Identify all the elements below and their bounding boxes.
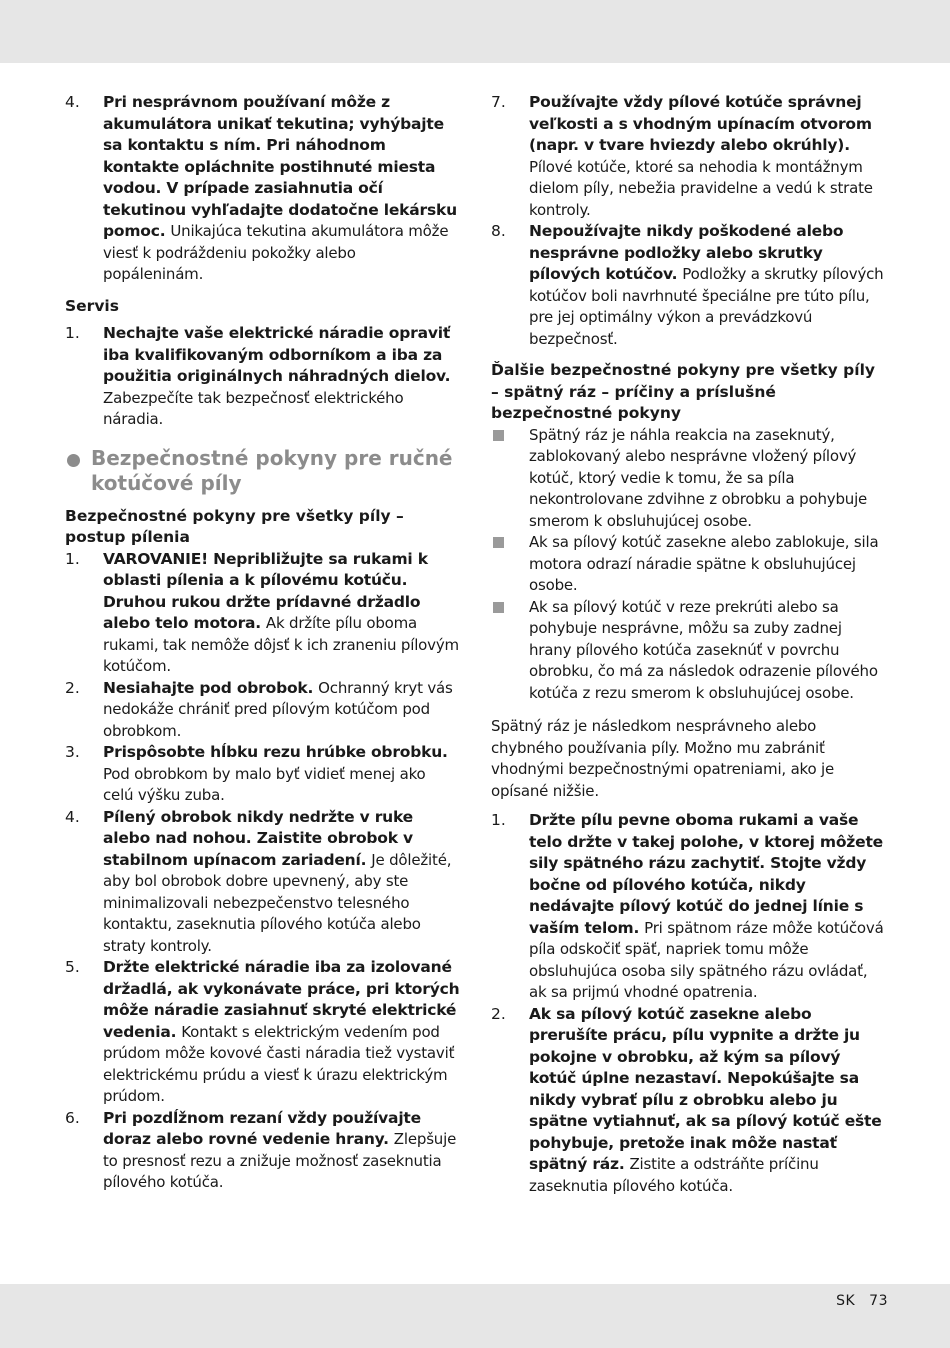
square-bullet-icon [493, 537, 504, 548]
item-number: 1. [491, 811, 506, 829]
header-band [0, 0, 950, 63]
section-title-text: Bezpečnostné pokyny pre ručné kotúčové píly [91, 445, 453, 495]
item-bold-text: Prispôsobte hĺbku rezu hrúbke obrobku. [103, 743, 448, 761]
page-number: 73 [869, 1293, 888, 1309]
item-text: Zistite a odstráňte príčinu zaseknutia pílového kotúča. [529, 1155, 819, 1195]
item-number: 8. [491, 222, 506, 240]
item-text: Je dôležité, aby bol obrobok dobre upevnený, aby ste minimalizovali nebezpečenstvo telesného kontaktu, zaseknutia pílového kotúča alebo straty kontroly. [103, 850, 452, 955]
bullet-item [491, 532, 886, 597]
item-bold-text: Nepoužívajte nikdy poškodené alebo nesprávne podložky alebo skrutky pílových kotúčov. [529, 222, 844, 283]
item-number: 3. [65, 743, 80, 761]
bullet-dot-icon [67, 454, 80, 467]
right-column [491, 92, 886, 1197]
item-text: Pod obrobkom by malo byť vidieť menej ako celú výšku zuba. [103, 764, 426, 804]
footer-band [0, 1284, 950, 1348]
subheading: Bezpečnostné pokyny pre všetky píly – postup pílenia [65, 506, 404, 546]
list-item [65, 742, 460, 807]
bullet-item [491, 597, 886, 705]
list-item [491, 221, 886, 350]
bullet-text: Ak sa pílový kotúč zasekne alebo zablokuje, sila motora odrazí náradie spätne k obsluhujúcej osobe. [529, 533, 879, 594]
item-bold-text: Držte elektrické náradie iba za izolované držadlá, ak vykonávate práce, pri ktorých môže náradie zasiahnuť skryté elektrické vedenia. [103, 958, 460, 1041]
item-number: 5. [65, 958, 80, 976]
list-item [491, 810, 886, 1004]
item-text: Ochranný kryt vás nedokáže chrániť pred pílovým kotúčom pod obrobkom. [103, 678, 453, 740]
item-text: Zlepšuje to presnosť rezu a znižuje možnosť zaseknutia pílového kotúča. [103, 1130, 457, 1191]
square-bullet-icon [493, 430, 504, 441]
item-number: 2. [491, 1004, 506, 1023]
bullet-text: Spätný ráz je náhla reakcia na zaseknutý, zablokovaný alebo nesprávne vložený pílový kotúč, ktorý vedie k tomu, že sa píla nekontrolovane zdvihne z obrobku a pohybuje smerom k obsluhujúcej osobe. [529, 425, 868, 530]
list-item [65, 323, 460, 431]
item-text: Ak držíte pílu oboma rukami, tak nemôže dôjsť k ich zraneniu pílovým kotúčom. [103, 614, 459, 675]
item-number: 2. [65, 678, 80, 697]
list-item [65, 957, 460, 1108]
item-bold-text: Pílený obrobok nikdy nedržte v ruke alebo nad nohou. Zaistite obrobok v stabilnom upínacom zariadení. [103, 807, 413, 869]
list-item [65, 1108, 460, 1194]
list-item [65, 92, 460, 286]
item-bold-text: Nechajte vaše elektrické náradie opraviť iba kvalifikovaným odborníkom a iba za použitia originálnych náhradných dielov. [103, 324, 451, 385]
item-number: 7. [491, 93, 506, 111]
item-bold-text: Pri nesprávnom používaní môže z akumulátora unikať tekutina; vyhýbajte sa kontaktu s ním. Pri náhodnom kontakte opláchnite postihnuté miesta vodou. V prípade zasiahnutia očí tekutinou vyhľadajte dodatočne lekársku pomoc. [103, 93, 457, 240]
item-bold-text: Pri pozdĺžnom rezaní vždy používajte doraz alebo rovné vedenie hrany. [103, 1108, 421, 1148]
item-text: Pílové kotúče, ktoré sa nehodia k montážnym dielom píly, nebežia pravidelne a vedú k strate kontroly. [529, 157, 873, 219]
list-item [491, 1004, 886, 1198]
paragraph: Spätný ráz je následkom nesprávneho alebo chybného používania píly. Možno mu zabrániť vhodnými bezpečnostnými opatreniami, ako je opísané nižšie. [491, 717, 835, 800]
item-number: 1. [65, 549, 80, 568]
servis-heading: Servis [65, 296, 119, 315]
item-bold-text: VAROVANIE! Nepribližujte sa rukami k oblasti pílenia a k pílovému kotúču. Druhou rukou držte prídavné držadlo alebo telo motora. [103, 549, 428, 632]
page-footer [836, 1293, 888, 1309]
section-title [65, 446, 460, 496]
list-item [491, 92, 886, 221]
list-item [65, 807, 460, 958]
item-bold-text: Ak sa pílový kotúč zasekne alebo prerušíte prácu, pílu vypnite a držte ju pokojne v obrobku, až kým sa pílový kotúč úplne nezastaví. Nepokúšajte sa nikdy vybrať pílu z obrobku alebo ju spätne vytiahnuť, ak sa pílový kotúč ešte pohybuje, pretože inak môže nastať spätný ráz. [529, 1004, 882, 1173]
item-number: 4. [65, 93, 80, 111]
item-number: 4. [65, 807, 80, 826]
square-bullet-icon [493, 602, 504, 613]
bullet-item [491, 425, 886, 533]
item-text: Pri spätnom ráze môže kotúčová píla odskočiť späť, napriek tomu môže obsluhujúca osoba sily spätného rázu ovládať, ak sa prijmú vhodné opatrenia. [529, 918, 884, 1001]
list-item [65, 549, 460, 678]
item-text: Podložky a skrutky pílových kotúčov boli navrhnuté špeciálne pre túto pílu, pre jej optimálny výkon a prevádzkovú bezpečnosť. [529, 265, 884, 348]
language-code: SK [836, 1293, 856, 1309]
subheading: Ďalšie bezpečnostné pokyny pre všetky píly – spätný ráz – príčiny a príslušné bezpečnostné pokyny [491, 361, 875, 422]
left-column [65, 92, 460, 1194]
item-number: 6. [65, 1108, 80, 1127]
item-number: 1. [65, 324, 80, 342]
list-item [65, 678, 460, 743]
item-text: Kontakt s elektrickým vedením pod prúdom môže kovové časti náradia tiež vystaviť elektrickému prúdu a viesť k úrazu elektrickým prúdom. [103, 1022, 455, 1105]
bullet-text: Ak sa pílový kotúč v reze prekrúti alebo sa pohybuje nesprávne, môžu sa zuby zadnej hrany pílového kotúča zaseknúť v povrchu obrobku, čo má za následok odrazenie pílového kotúča z rezu smerom k obsluhujúcej osobe. [529, 597, 878, 702]
item-bold-text: Používajte vždy pílové kotúče správnej veľkosti a s vhodným upínacím otvorom (napr. v tvare hviezdy alebo okrúhly). [529, 93, 872, 154]
item-text: Unikajúca tekutina akumulátora môže viesť k podráždeniu pokožky alebo popáleninám. [103, 222, 449, 283]
item-text: Zabezpečíte tak bezpečnosť elektrického náradia. [103, 388, 404, 428]
item-bold-text: Nesiahajte pod obrobok. [103, 678, 314, 697]
item-bold-text: Držte pílu pevne oboma rukami a vaše telo držte v takej polohe, v ktorej môžete sily spätného rázu zachytiť. Stojte vždy bočne od pílového kotúča, nikdy nedávajte pílový kotúč do jednej línie s vaším telom. [529, 811, 883, 937]
